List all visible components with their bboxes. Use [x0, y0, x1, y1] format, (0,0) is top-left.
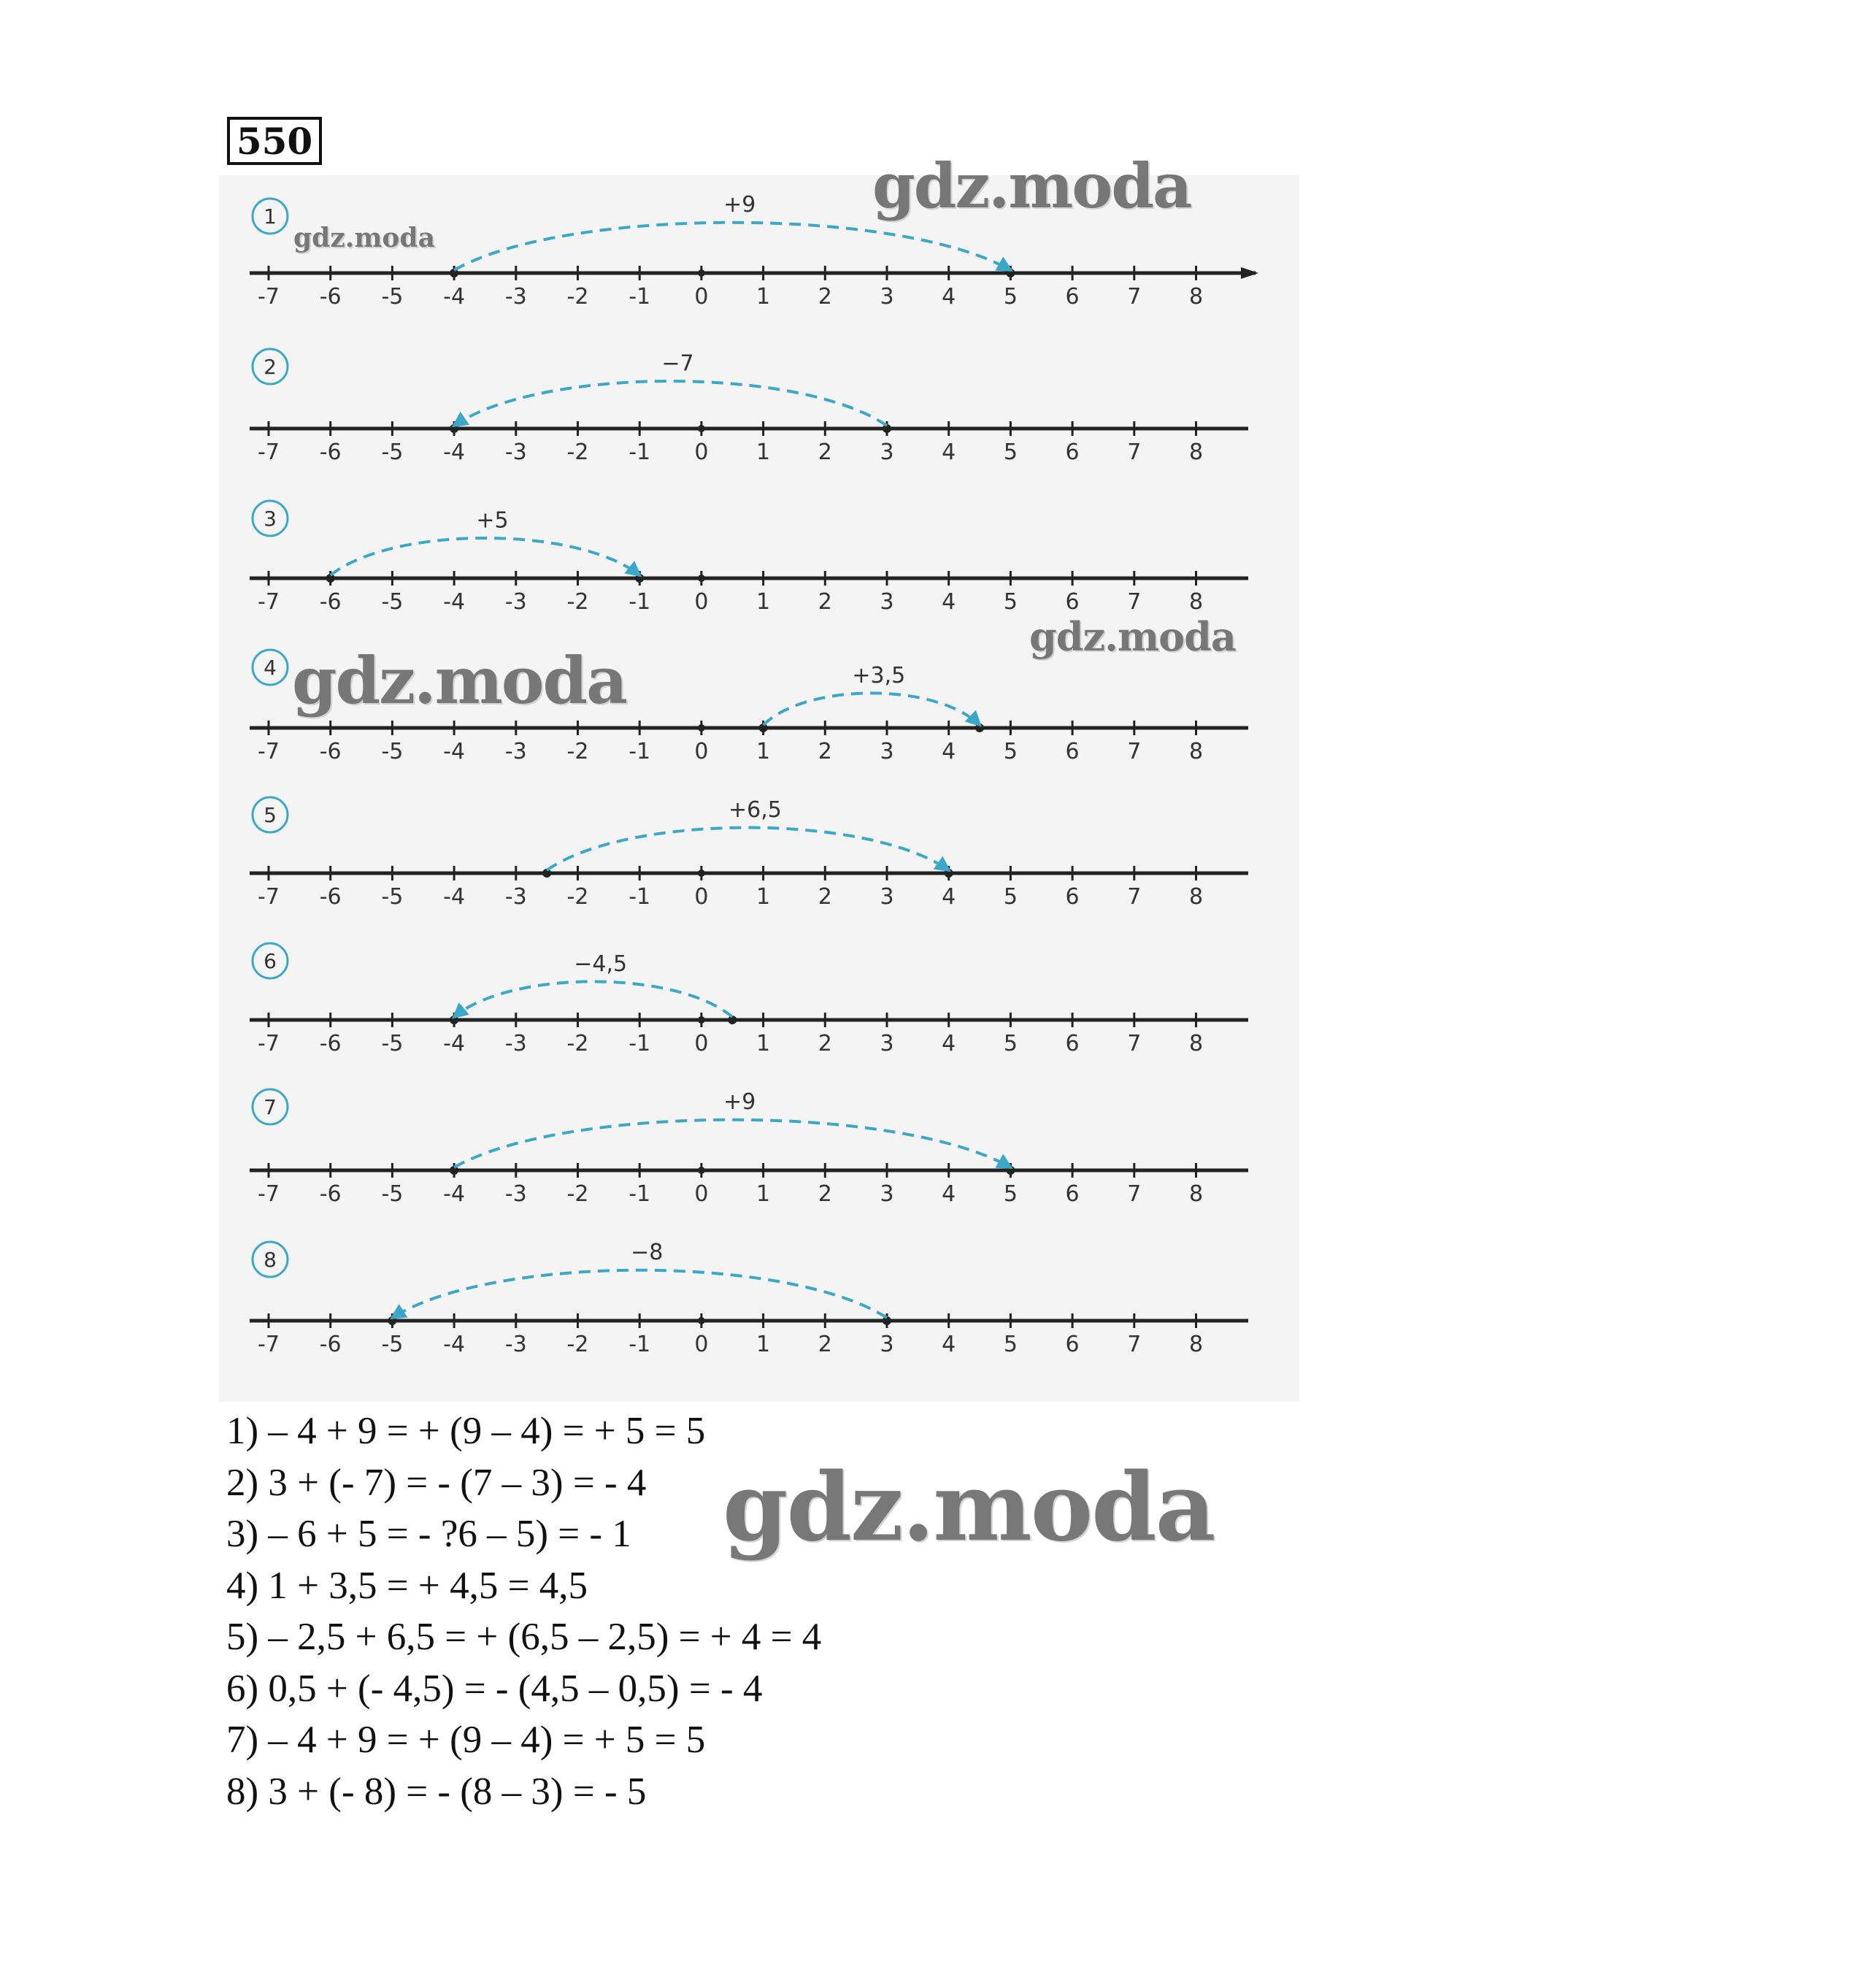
tick-label: -1 — [628, 1332, 651, 1357]
tick-label: 3 — [880, 1332, 894, 1357]
tick-label: -1 — [628, 284, 651, 310]
step-label: −4,5 — [574, 951, 628, 978]
badge-number: 4 — [264, 656, 277, 680]
tick-label: 5 — [1003, 589, 1018, 615]
tick-label: 0 — [694, 884, 709, 910]
equation-8: 8) 3 + (- 8) = - (8 – 3) = - 5 — [226, 1770, 647, 1813]
tick-label: 0 — [694, 739, 709, 764]
tick-label: -5 — [381, 1181, 404, 1207]
tick-label: -1 — [628, 1031, 651, 1056]
tick-label: 4 — [942, 739, 956, 764]
zero-point — [698, 1317, 705, 1324]
tick-label: 8 — [1188, 1031, 1204, 1056]
tick-label: -1 — [628, 589, 651, 615]
tick-label: 1 — [756, 884, 771, 910]
tick-label: -4 — [443, 739, 466, 764]
tick-label: -4 — [443, 1181, 466, 1207]
equation-2: 2) 3 + (- 7) = - (7 – 3) = - 4 — [226, 1461, 647, 1504]
end-point — [388, 1316, 396, 1325]
zero-point — [698, 724, 705, 732]
number-lines-figure — [219, 175, 1299, 1402]
tick-label: -7 — [258, 440, 280, 465]
tick-label: 6 — [1065, 440, 1080, 465]
tick-label: -3 — [504, 284, 527, 310]
tick-label: -2 — [566, 440, 589, 465]
tick-label: -6 — [319, 589, 342, 615]
tick-label: -5 — [381, 589, 404, 615]
tick-label: -2 — [566, 1031, 589, 1056]
jump-arrow — [454, 381, 887, 426]
tick-label: 3 — [880, 884, 894, 910]
tick-label: 1 — [756, 739, 771, 764]
equation-6: 6) 0,5 + (- 4,5) = - (4,5 – 0,5) = - 4 — [226, 1667, 763, 1710]
step-label: +5 — [476, 507, 509, 534]
tick-label: 5 — [1003, 739, 1018, 764]
tick-label: -7 — [258, 589, 280, 615]
tick-label: 7 — [1127, 739, 1142, 764]
tick-label: -3 — [504, 739, 527, 764]
tick-label: 2 — [818, 739, 832, 764]
tick-label: 1 — [756, 1332, 771, 1357]
tick-label: 8 — [1188, 1332, 1204, 1357]
jump-arrow — [764, 693, 980, 725]
badge-number: 6 — [264, 949, 277, 973]
tick-label: -7 — [258, 739, 280, 764]
tick-label: -6 — [319, 284, 342, 310]
equation-7: 7) – 4 + 9 = + (9 – 4) = + 5 = 5 — [226, 1719, 706, 1761]
tick-label: 3 — [880, 1031, 894, 1056]
tick-label: -1 — [628, 884, 651, 910]
jump-arrow — [392, 1270, 887, 1318]
tick-label: -2 — [566, 1181, 589, 1207]
tick-label: 1 — [756, 284, 771, 310]
equation-3: 3) – 6 + 5 = - ?6 – 5) = - 1 — [226, 1513, 631, 1555]
equation-1: 1) – 4 + 9 = + (9 – 4) = + 5 = 5 — [226, 1410, 706, 1452]
tick-label: 0 — [694, 589, 709, 615]
step-label: −8 — [631, 1240, 664, 1265]
badge-number: 2 — [264, 355, 277, 379]
step-label: +3,5 — [852, 663, 906, 689]
tick-label: 4 — [942, 1181, 956, 1207]
jump-arrow — [454, 981, 732, 1017]
step-label: +6,5 — [728, 797, 782, 823]
watermark: gdz.moda — [293, 223, 435, 253]
tick-label: 3 — [880, 739, 894, 764]
tick-label: -5 — [381, 284, 404, 310]
watermark: gdz.moda — [723, 1453, 1215, 1562]
tick-label: 3 — [880, 284, 894, 310]
tick-label: 7 — [1127, 884, 1142, 910]
number-line-8 — [250, 1240, 1248, 1357]
number-lines-svg — [219, 175, 1299, 1402]
zero-point — [698, 870, 705, 877]
jump-arrow — [331, 538, 640, 575]
jump-arrow — [454, 223, 1010, 270]
step-label: −7 — [661, 350, 694, 377]
tick-label: 0 — [694, 440, 709, 465]
jump-arrow — [547, 828, 949, 870]
zero-point — [698, 269, 705, 277]
tick-label: -5 — [381, 1031, 404, 1056]
watermark: gdz.moda — [1029, 613, 1236, 660]
tick-label: -4 — [443, 1031, 466, 1056]
tick-label: 7 — [1127, 1031, 1142, 1056]
tick-label: 2 — [818, 1332, 832, 1357]
tick-label: 6 — [1065, 1332, 1080, 1357]
number-line-3 — [250, 501, 1248, 615]
tick-label: 2 — [818, 1181, 832, 1207]
tick-label: 7 — [1127, 589, 1142, 615]
tick-label: 0 — [694, 1332, 709, 1357]
tick-label: -4 — [443, 440, 466, 465]
tick-label: 8 — [1188, 284, 1204, 310]
tick-label: -7 — [258, 884, 280, 910]
tick-label: -6 — [319, 440, 342, 465]
tick-label: 7 — [1127, 440, 1142, 465]
tick-label: -3 — [504, 1332, 527, 1357]
tick-label: 4 — [942, 884, 956, 910]
watermark: gdz.moda — [872, 150, 1191, 222]
tick-label: -6 — [319, 1181, 342, 1207]
tick-label: -4 — [443, 884, 466, 910]
step-label: +9 — [723, 192, 756, 218]
tick-label: 7 — [1127, 1332, 1142, 1357]
tick-label: 8 — [1188, 1181, 1204, 1207]
tick-label: -2 — [566, 284, 589, 310]
tick-label: 5 — [1003, 1332, 1018, 1357]
tick-label: 3 — [880, 589, 894, 615]
tick-label: 4 — [942, 440, 956, 465]
tick-label: 8 — [1188, 884, 1204, 910]
tick-label: 7 — [1127, 284, 1142, 310]
tick-label: 0 — [694, 284, 709, 310]
tick-label: 2 — [818, 589, 832, 615]
equation-4: 4) 1 + 3,5 = + 4,5 = 4,5 — [226, 1564, 588, 1607]
tick-label: 2 — [818, 284, 832, 310]
tick-label: -4 — [443, 284, 466, 310]
tick-label: -6 — [319, 1332, 342, 1357]
tick-label: 8 — [1188, 589, 1204, 615]
tick-label: 2 — [818, 440, 832, 465]
tick-label: 1 — [756, 1181, 771, 1207]
tick-label: -3 — [504, 1031, 527, 1056]
tick-label: -2 — [566, 884, 589, 910]
tick-label: -5 — [381, 1332, 404, 1357]
zero-point — [698, 1016, 705, 1024]
tick-label: 6 — [1065, 589, 1080, 615]
tick-label: -6 — [319, 739, 342, 764]
tick-label: 8 — [1188, 440, 1204, 465]
tick-label: 5 — [1003, 284, 1018, 310]
tick-label: -6 — [319, 1031, 342, 1056]
tick-label: -4 — [443, 589, 466, 615]
end-point — [945, 869, 953, 878]
tick-label: 7 — [1127, 1181, 1142, 1207]
tick-label: -5 — [381, 739, 404, 764]
tick-label: -7 — [258, 284, 280, 310]
tick-label: 4 — [942, 589, 956, 615]
tick-label: -3 — [504, 884, 527, 910]
tick-label: -7 — [258, 1181, 280, 1207]
badge-number: 1 — [264, 204, 277, 229]
tick-label: -7 — [258, 1031, 280, 1056]
tick-label: 4 — [942, 284, 956, 310]
badge-number: 8 — [264, 1248, 277, 1272]
tick-label: -3 — [504, 1181, 527, 1207]
tick-label: 1 — [756, 1031, 771, 1056]
tick-label: -6 — [319, 884, 342, 910]
tick-label: 5 — [1003, 1181, 1018, 1207]
tick-label: 8 — [1188, 739, 1204, 764]
tick-label: -1 — [628, 1181, 651, 1207]
tick-label: -4 — [443, 1332, 466, 1357]
badge-number: 7 — [264, 1095, 277, 1119]
tick-label: 6 — [1065, 1031, 1080, 1056]
problem-number: 550 — [227, 117, 322, 165]
zero-point — [698, 1167, 705, 1174]
tick-label: 1 — [756, 440, 771, 465]
tick-label: -3 — [504, 440, 527, 465]
jump-arrow — [454, 1120, 1010, 1167]
number-line-5 — [250, 797, 1248, 910]
tick-label: 4 — [942, 1332, 956, 1357]
tick-label: 0 — [694, 1031, 709, 1056]
equation-5: 5) – 2,5 + 6,5 = + (6,5 – 2,5) = + 4 = 4 — [226, 1616, 822, 1658]
badge-number: 3 — [264, 507, 277, 531]
number-line-6 — [250, 943, 1248, 1056]
badge-number: 5 — [264, 803, 277, 827]
tick-label: 2 — [818, 884, 832, 910]
tick-label: -5 — [381, 440, 404, 465]
tick-label: 2 — [818, 1031, 832, 1056]
tick-label: 6 — [1065, 1181, 1080, 1207]
tick-label: 3 — [880, 440, 894, 465]
tick-label: 6 — [1065, 739, 1080, 764]
tick-label: -3 — [504, 589, 527, 615]
watermark: gdz.moda — [292, 642, 627, 718]
tick-label: -2 — [566, 1332, 589, 1357]
tick-label: 3 — [880, 1181, 894, 1207]
number-line-7 — [250, 1089, 1248, 1207]
number-line-2 — [250, 349, 1248, 465]
zero-point — [698, 575, 705, 582]
zero-point — [698, 425, 705, 432]
tick-label: 6 — [1065, 884, 1080, 910]
tick-label: -2 — [566, 589, 589, 615]
tick-label: -1 — [628, 440, 651, 465]
tick-label: 4 — [942, 1031, 956, 1056]
tick-label: -2 — [566, 739, 589, 764]
tick-label: -7 — [258, 1332, 280, 1357]
step-label: +9 — [723, 1089, 756, 1115]
tick-label: 0 — [694, 1181, 709, 1207]
tick-label: 6 — [1065, 284, 1080, 310]
tick-label: 5 — [1003, 440, 1018, 465]
tick-label: 1 — [756, 589, 771, 615]
tick-label: -1 — [628, 739, 651, 764]
tick-label: 5 — [1003, 884, 1018, 910]
tick-label: -5 — [381, 884, 404, 910]
tick-label: 5 — [1003, 1031, 1018, 1056]
